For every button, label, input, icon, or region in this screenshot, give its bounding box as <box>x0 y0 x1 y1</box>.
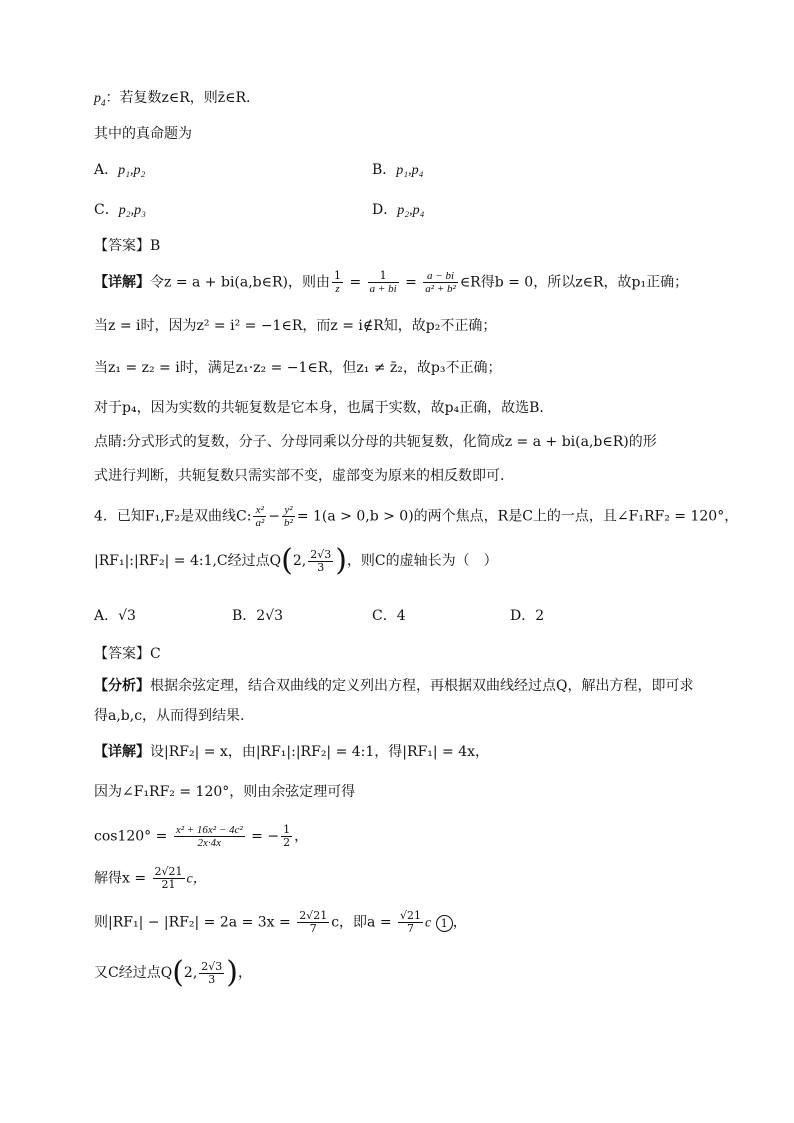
true-props-prompt: 其中的真命题为 <box>94 126 192 142</box>
detail-q3-line3: 当z₁ = z₂ = i时，满足z₁·z₂ = −1∈R，但z₁ ≠ z̄₂，故p₃不正确； <box>94 360 502 376</box>
fraction: $\frac{2√3}{3}$ <box>201 959 223 986</box>
detail-q3-line2: 当z = i时，因为z² = i² = −1∈R，而z = i∉R知，故p₂不正确； <box>94 318 497 334</box>
solve-x: 解得x = $\frac{2√21}{21}$ c， <box>94 865 207 891</box>
circled-number: 1 <box>436 915 453 932</box>
passes-point-q: 又C经过点Q(2, $\frac{2√3}{3}$ )， <box>94 955 253 990</box>
option-a-q3: A．p₁,p₂ <box>94 162 146 178</box>
option-d-q4: D．2 <box>510 608 545 624</box>
q4-stem-line2: |RF₁|:|RF₂| = 4:1,C经过点Q(2, $\frac{2√3}{3}$ )，则C的虚轴长为（ ） <box>94 543 498 578</box>
option-c-q3: C．p₂,p₃ <box>94 202 146 218</box>
answer-q4: 【答案】C <box>94 646 161 662</box>
fraction: $\frac{1}{a + bi}$ <box>369 269 397 295</box>
option-b-q4: B．2√3 <box>232 608 284 624</box>
option-b-q3: B．p₁,p₄ <box>372 162 424 178</box>
fraction: $\frac{\text{y²}}{\text{b²}}$ <box>284 504 293 529</box>
fraction: $\frac{2√21}{21}$ <box>154 865 183 891</box>
detail-q3-line6: 式进行判断，共轭复数只需实部不变，虚部变为原来的相反数即可. <box>94 468 505 484</box>
q4-stem-line1: 4．已知F₁,F₂是双曲线C: $\frac{\text{x²}}{\text{a²}}$ − $\frac{\text{y²}}{\text{b²}}$ = 1(a > 0,b > 0)的两个焦点，R是C上的一点，且∠F₁RF₂ = 120°， <box>94 504 739 529</box>
fraction: $\frac{1}{z}$ <box>334 269 342 295</box>
analysis-line1: 【分析】根据余弦定理，结合双曲线的定义列出方程，再根据双曲线经过点Q，解出方程，即可求 <box>94 678 694 694</box>
fraction: $\frac{\text{x²}}{\text{a²}}$ <box>255 504 265 529</box>
detail-q3-line5: 点睛:分式形式的复数，分子、分母同乘以分母的共轭复数，化简成z = a + bi(a,b∈R)的形 <box>94 434 657 450</box>
detail-q4-line1: 【详解】设|RF₂| = x，由|RF₁|:|RF₂| = 4:1，得|RF₁| = 4x， <box>94 744 490 760</box>
option-c-q4: C．4 <box>372 608 406 624</box>
analysis-line2: 得a,b,c，从而得到结果. <box>94 708 245 724</box>
fraction: $\frac{2√3}{3}$ <box>310 547 332 574</box>
fraction: $\frac{2√21}{7}$ <box>299 909 328 935</box>
proposition-p4: $p_4$：若复数z∈R，则z̄∈R. <box>94 90 251 108</box>
answer-q3: 【答案】B <box>94 238 161 254</box>
option-a-q4: A．√3 <box>94 608 136 624</box>
p4-label: p <box>94 91 101 106</box>
fraction: $\frac{\text{x² + 16x² − 4c²}}{2x\cdot 4x}$ <box>175 824 243 849</box>
fraction: $\frac{a - bi}{\text{a² + b²}}$ <box>425 270 456 295</box>
cosine-equation: cos120° = $\frac{\text{x² + 16x² − 4c²}}{2x\cdot 4x}$ = − $\frac{1}{2}$ ， <box>94 823 309 849</box>
fraction: $\frac{√21}{7}$ <box>400 909 422 935</box>
detail-q4-line2: 因为∠F₁RF₂ = 120°，则由余弦定理可得 <box>94 784 356 800</box>
derive-a: 则|RF₁| − |RF₂| = 2a = 3x = $\frac{2√21}{7}$ c，即a = $\frac{√21}{7}$ c 1 ， <box>94 909 467 935</box>
fraction: $\frac{1}{2}$ <box>283 823 291 849</box>
option-d-q3: D．p₂,p₄ <box>372 202 425 218</box>
detail-q3-line4: 对于p₄，因为实数的共轭复数是它本身，也属于实数，故p₄正确，故选B. <box>94 400 544 416</box>
detail-q3-line1: 【详解】令z = a + bi(a,b∈R)，则由 $\frac{1}{z}$ = $\frac{1}{a + bi}$ = $\frac{a - bi}{\text{a² + b²}}$ ∈R得b = 0，所以z∈R，故p₁正确； <box>94 269 689 295</box>
